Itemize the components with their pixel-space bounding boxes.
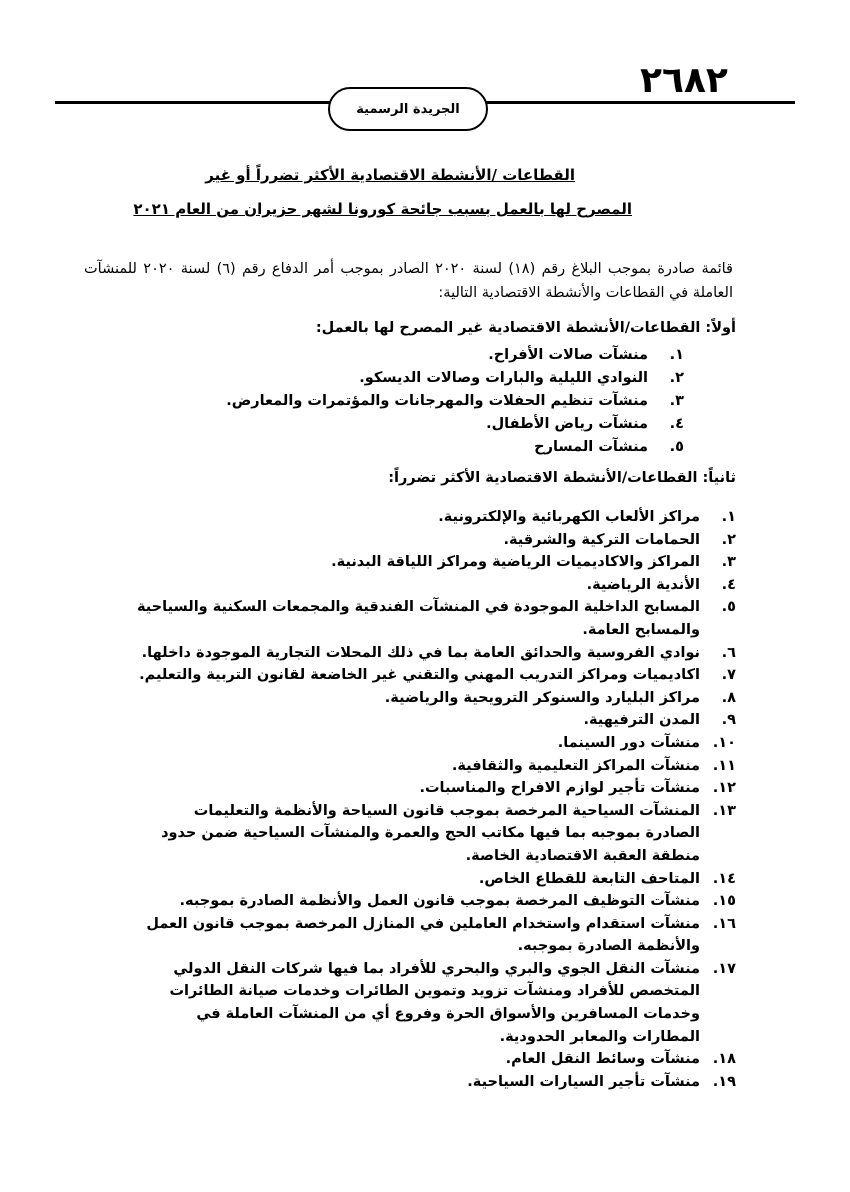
list-item-text: نوادي الفروسية والحدائق العامة بما في ذلك المحلات التجارية الموجودة داخلها. — [141, 644, 700, 661]
list-item-number: ٤. — [669, 416, 684, 432]
list-item-number: ١. — [669, 347, 684, 363]
list-item-text: المراكز والاكاديميات الرياضية ومراكز اللياقة البدنية. — [331, 554, 700, 571]
list-item — [84, 436, 684, 459]
list-item-number: ٢. — [669, 370, 684, 386]
page-number: ٢٦٨٢ — [640, 60, 728, 101]
list-item — [136, 890, 736, 913]
list-item-text: منشآت صالات الأفراح. — [488, 347, 648, 363]
list-item-number: ٥. — [721, 599, 736, 616]
section-2-list — [136, 506, 736, 1093]
list-item-text: منشآت النقل الجوي والبري والبحري للأفراد بما فيها شركات النقل الدولي المتخصص للأفراد ومنشآت تزويد وتموين الطائرات وخدمات صيانة الطائرات وخدمات المسافرين والأسواق الحرة وفروع أي من المنشآت العاملة في المطارات والمعابر الحدودية. — [169, 960, 700, 1045]
list-item — [84, 413, 684, 436]
list-item — [136, 574, 736, 597]
list-item-number: ٣. — [669, 393, 684, 409]
page-title-line-1: القطاعات /الأنشطة الاقتصادية الأكثر تضرراً أو غير — [205, 166, 575, 184]
list-item-text: منشآت تنظيم الحفلات والمهرجانات والمؤتمرات والمعارض. — [226, 393, 648, 409]
list-item-text: منشآت رياض الأطفال. — [486, 416, 648, 432]
list-item-text: الحمامات التركية والشرقية. — [503, 531, 700, 548]
list-item — [136, 687, 736, 710]
list-item-number: ٦. — [721, 644, 736, 661]
list-item — [84, 367, 684, 390]
list-item — [136, 1048, 736, 1071]
list-item-number: ١٨. — [712, 1051, 736, 1068]
list-item — [136, 958, 736, 1048]
list-item-number: ٥. — [669, 439, 684, 455]
list-item — [136, 529, 736, 552]
page-title-line-2: المصرح لها بالعمل بسبب جائحة كورونا لشهر حزيران من العام ٢٠٢١ — [133, 200, 632, 218]
list-item-number: ١٧. — [712, 960, 736, 977]
list-item — [136, 506, 736, 529]
list-item-text: المتاحف التابعة للقطاع الخاص. — [478, 870, 700, 887]
gazette-badge — [328, 87, 488, 131]
list-item — [136, 777, 736, 800]
list-item-text: منشآت تأجير السيارات السياحية. — [467, 1073, 700, 1090]
list-item-text: منشآت المسارح — [534, 439, 648, 455]
list-item-text: منشآت تأجير لوازم الافراح والمناسبات. — [419, 780, 700, 797]
list-item-text: منشآت وسائط النقل العام. — [505, 1051, 700, 1068]
list-item-number: ١٤. — [712, 870, 736, 887]
gazette-badge-label: الجريدة الرسمية — [356, 101, 460, 117]
list-item-number: ٩. — [721, 712, 736, 729]
list-item-number: ٤. — [721, 576, 736, 593]
list-item-number: ١١. — [712, 757, 736, 774]
section-2-heading: ثانياً: القطاعات/الأنشطة الاقتصادية الأكثر تضرراً: — [388, 470, 736, 486]
list-item-number: ١٦. — [712, 915, 736, 932]
list-item-text: منشآت استقدام واستخدام العاملين في المنازل المرخصة بموجب قانون العمل والأنظمة الصادرة بموجبه. — [146, 915, 700, 955]
list-item-number: ١٩. — [712, 1073, 736, 1090]
list-item-text: المدن الترفيهية. — [583, 712, 700, 729]
list-item — [84, 390, 684, 413]
list-item-text: النوادي الليلية والبارات وصالات الديسكو. — [359, 370, 648, 386]
section-1-heading: أولاً: القطاعات/الأنشطة الاقتصادية غير المصرح لها بالعمل: — [315, 320, 736, 336]
section-1-list — [84, 344, 684, 459]
list-item — [136, 596, 736, 641]
list-item-text: المسابح الداخلية الموجودة في المنشآت الفندقية والمجمعات السكنية والسياحية والمسابح العامة. — [136, 599, 700, 638]
list-item-text: منشآت دور السينما. — [557, 734, 700, 751]
list-item-text: مراكز الألعاب الكهربائية والإلكترونية. — [438, 509, 700, 525]
intro-paragraph: قائمة صادرة بموجب البلاغ رقم (١٨) لسنة ٢٠٢٠ الصادر بموجب أمر الدفاع رقم (٦) لسنة ٢٠٢٠ للمنشآت العاملة في القطاعات والأنشطة الاقتصادية التالية: — [84, 261, 733, 301]
list-item-number: ١٥. — [712, 893, 736, 910]
list-item — [136, 913, 736, 958]
list-item-text: منشآت المراكز التعليمية والثقافية. — [451, 757, 700, 774]
list-item — [136, 709, 736, 732]
list-item — [136, 800, 736, 868]
list-item-text: المنشآت السياحية المرخصة بموجب قانون السياحة والأنظمة والتعليمات الصادرة بموجبه بما فيها مكاتب الحج والعمرة والمنشآت السياحية ضمن حدود منطقة العقبة الاقتصادية الخاصة. — [161, 802, 700, 864]
list-item-text: مراكز البليارد والسنوكر الترويحية والرياضية. — [384, 689, 700, 706]
list-item — [84, 344, 684, 367]
list-item — [136, 868, 736, 891]
list-item-number: ١٢. — [712, 780, 736, 797]
list-item — [136, 755, 736, 778]
list-item — [136, 1071, 736, 1094]
list-item-number: ٧. — [721, 667, 736, 684]
list-item — [136, 664, 736, 687]
list-item-number: ٢. — [721, 531, 736, 548]
list-item-number: ٨. — [721, 689, 736, 706]
list-item — [136, 732, 736, 755]
list-item-number: ١٠. — [712, 734, 736, 751]
list-item-number: ١. — [721, 509, 736, 525]
list-item — [136, 642, 736, 665]
list-item-text: الأندية الرياضية. — [586, 576, 700, 593]
list-item-number: ١٣. — [712, 802, 736, 819]
list-item — [136, 551, 736, 574]
list-item-text: منشآت التوظيف المرخصة بموجب قانون العمل والأنظمة الصادرة بموجبه. — [179, 893, 700, 910]
list-item-number: ٣. — [721, 554, 736, 571]
list-item-text: اكاديميات ومراكز التدريب المهني والتقني غير الخاضعة لقانون التربية والتعليم. — [139, 667, 700, 684]
